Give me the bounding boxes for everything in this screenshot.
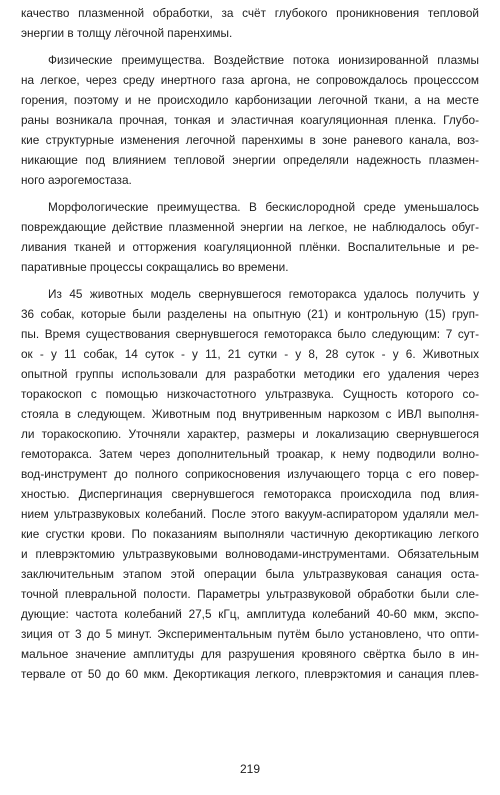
text-line: опытной группы использовали для разработки методики его удаления через	[21, 367, 479, 381]
page-number: 219	[239, 762, 261, 776]
text-line: пы. Время существования свернувшегося гемоторакса было следующим: 7 сут-	[21, 327, 479, 341]
text-line: на легкое, через среду инертного газа аргона, не сопровождалось процесссом	[21, 73, 479, 87]
text-line: повреждающие действие плазменной энергии на легкое, не наблюдалось обуг-	[21, 220, 479, 234]
text-line: паративные процессы сокращались во времени.	[21, 260, 289, 274]
text-line: энергии в толщу лёгочной паренхимы.	[21, 26, 233, 40]
text-line: Морфологические преимущества. В бескислородной среде уменьшалось	[48, 200, 479, 214]
text-line: стояла в следующем. Животным под внутривенным наркозом с ИВЛ выполня-	[21, 407, 479, 421]
text-line: ли торакоскопию. Уточняли характер, размеры и локализацию свернувшегося	[21, 427, 479, 441]
text-line: тервале от 50 до 60 мкм. Декортикация легкого, плеврэктомия и санация плев-	[21, 667, 479, 681]
text-line: зиция от 3 до 5 минут. Экспериментальным путём было установлено, что опти-	[21, 627, 479, 641]
text-line: никающие под влиянием тепловой энергии определяли надежность плазмен-	[21, 153, 479, 167]
text-line: раны возникала прочная, тонкая и эластичная коагуляционная пленка. Глубо-	[21, 113, 479, 127]
text-line: мальное значение амплитуды для разрушения кровяного свёртка было в ин-	[21, 647, 479, 661]
text-line: дующие: частота колебаний 27,5 кГц, амплитуда колебаний 40-60 мкм, экспо-	[21, 607, 479, 621]
text-line: кие сгустки крови. По показаниям выполняли частичную декортикацию легкого	[21, 527, 479, 541]
text-line: 36 собак, которые были разделены на опытную (21) и контрольную (15) груп-	[21, 307, 479, 321]
text-line: вод-инструмент до полного соприкосновения излучающего торца с его повер-	[21, 467, 479, 481]
text-line: ного аэрогемостаза.	[21, 173, 132, 187]
text-line: ок - у 11 собак, 14 суток - у 11, 21 сутки - у 8, 28 суток - у 6. Животных	[21, 347, 479, 361]
text-line: горения, поэтому и не происходило карбонизации легочной ткани, а на месте	[21, 93, 479, 107]
text-line: Из 45 животных модель свернувшегося гемоторакса удалось получить у	[48, 287, 479, 301]
text-line: точной плевральной полости. Параметры ультразвуковой обработки были сле-	[21, 587, 479, 601]
text-line: ливания тканей и отторжения коагуляционной плёнки. Воспалительные и ре-	[21, 240, 479, 254]
text-line: и плеврэктомию ультразвуковыми волноводами-инструментами. Обязательным	[21, 547, 479, 561]
text-line: нием ультразвуковых колебаний. После этого вакуум-аспиратором удаляли мел-	[21, 507, 479, 521]
text-line: хностью. Диспергинация свернувшегося гемоторакса происходила под влия-	[21, 487, 479, 501]
text-line: торакоскоп с помощью низкочастотного ультразвука. Сущность которого со-	[21, 387, 479, 401]
text-line: кие структурные изменения легочной паренхимы в зоне раневого канала, воз-	[21, 133, 479, 147]
text-line: Физические преимущества. Воздействие потока ионизированной плазмы	[48, 53, 479, 67]
text-line: гемоторакса. Затем через дополнительный троакар, к нему подводили волно-	[21, 447, 479, 461]
text-line: заключительным этапом этой операции была ультразвуковая санация оста-	[21, 567, 479, 581]
text-line: качество плазменной обработки, за счёт глубокого проникновения тепловой	[21, 6, 479, 20]
